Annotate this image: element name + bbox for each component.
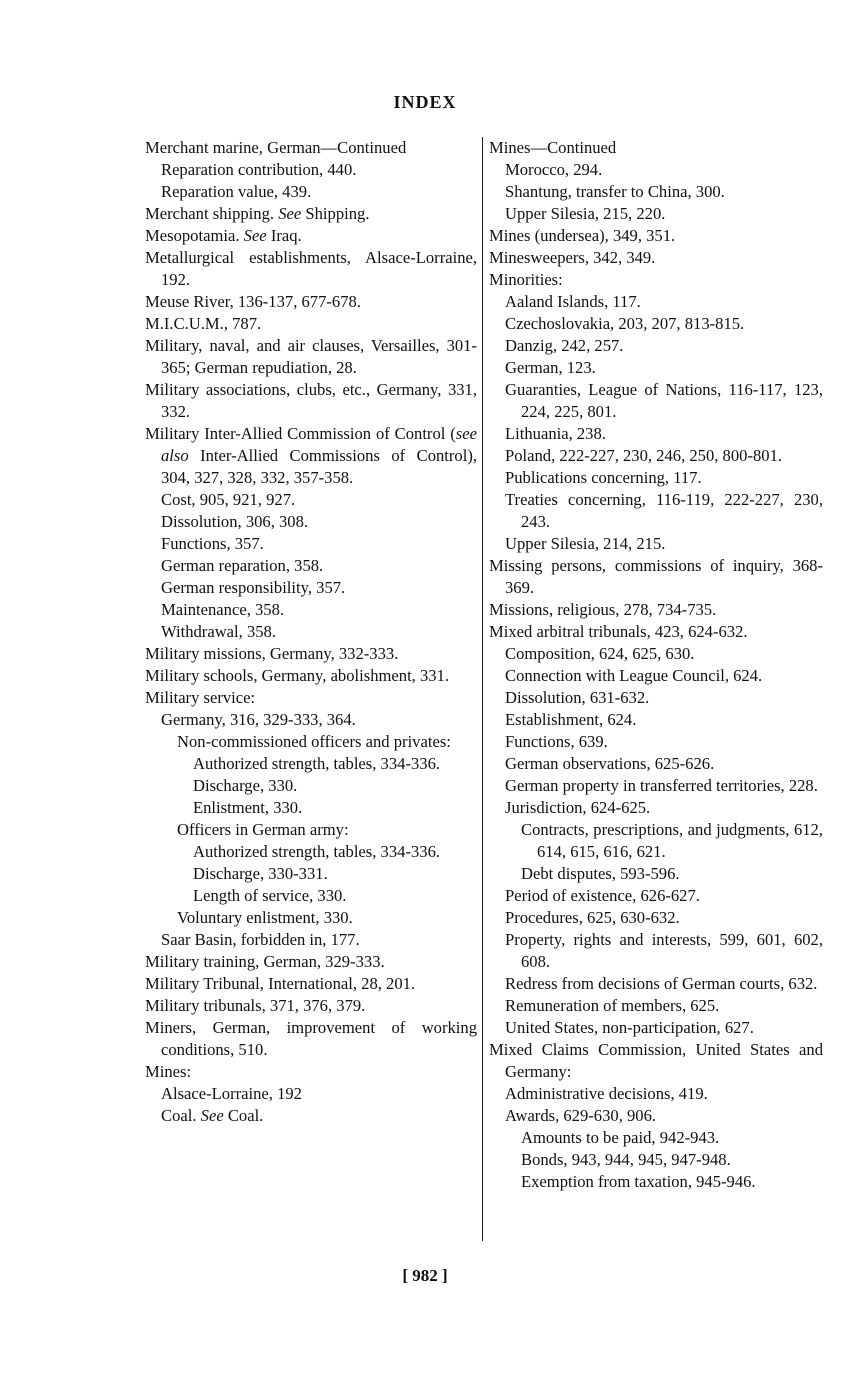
index-entry-text: Procedures, 625, 630-632. [505,908,680,927]
index-entry-text: Reparation contribution, 440. [161,160,357,179]
index-entry [145,423,477,489]
index-column-left [145,137,477,1127]
index-entry-text: Military associations, clubs, etc., Germany, 331, 332. [145,380,477,421]
index-entry-text: Mines: [145,1062,192,1081]
index-entry [489,533,823,555]
index-entry [489,863,823,885]
index-entry-text: German, 123. [505,358,596,377]
index-entry [489,555,823,599]
index-entry-text: Withdrawal, 358. [161,622,276,641]
index-entry-text: Coal. [161,1106,197,1125]
index-entry-text: Discharge, 330-331. [193,864,328,883]
index-entry [489,379,823,423]
cross-reference-target: Inter-Allied Commissions of Control), 304, 327, 328, 332, 357-358. [161,446,477,487]
index-entry-text: Bonds, 943, 944, 945, 947-948. [521,1150,731,1169]
index-entry [489,445,823,467]
index-entry-text: Voluntary enlistment, 330. [177,908,353,927]
index-entry [489,291,823,313]
index-entry [489,731,823,753]
index-entry-text: Minorities: [489,270,563,289]
index-entry [489,709,823,731]
index-entry [489,269,823,291]
index-entry [489,819,823,863]
index-entry [489,423,823,445]
index-entry-text: German reparation, 358. [161,556,324,575]
index-entry [145,797,477,819]
index-entry [489,181,823,203]
index-entry-text: Cost, 905, 921, 927. [161,490,296,509]
index-entry-text: Morocco, 294. [505,160,603,179]
index-entry [489,885,823,907]
index-entry-text: Upper Silesia, 214, 215. [505,534,666,553]
index-entry [489,313,823,335]
index-entry-text: Military Inter-Allied Commission of Control ( [145,424,456,443]
index-entry-text: Dissolution, 631-632. [505,688,650,707]
index-entry [145,555,477,577]
cross-reference-target: Shipping. [301,204,370,223]
index-entry-text: Missions, religious, 278, 734-735. [489,600,717,619]
index-entry [145,841,477,863]
index-entry-text: Discharge, 330. [193,776,298,795]
index-entry [489,1127,823,1149]
index-entry-text: Germany, 316, 329-333, 364. [161,710,356,729]
index-entry-text: Establishment, 624. [505,710,637,729]
page-number: [ 982 ] [402,1266,448,1285]
index-entry [145,885,477,907]
index-entry-text: Contracts, prescriptions, and judgments, 612, 614, 615, 616, 621. [521,820,823,861]
index-entry [145,159,477,181]
index-entry [145,687,477,709]
index-entry-text: Mesopotamia. [145,226,240,245]
index-entry [145,907,477,929]
index-entry [145,379,477,423]
index-entry-text: Military schools, Germany, abolishment, 331. [145,666,450,685]
index-entry [489,687,823,709]
index-entry [489,775,823,797]
index-entry-text: Dissolution, 306, 308. [161,512,309,531]
index-entry-text: Mines (undersea), 349, 351. [489,226,676,245]
index-entry [145,181,477,203]
index-entry-text: Treaties concerning, 116-119, 222-227, 230, 243. [505,490,823,531]
index-entry [145,995,477,1017]
column-divider [482,137,483,1241]
index-entry [489,973,823,995]
index-entry-text: Military tribunals, 371, 376, 379. [145,996,366,1015]
index-entry-text: German property in transferred territories, 228. [505,776,818,795]
index-entry-text: Functions, 357. [161,534,264,553]
index-entry [145,621,477,643]
index-entry [145,335,477,379]
index-entry [489,621,823,643]
index-entry [489,335,823,357]
index-entry [145,1083,477,1105]
index-entry-text: Military missions, Germany, 332-333. [145,644,399,663]
index-entry-text: Mixed arbitral tribunals, 423, 624-632. [489,622,748,641]
cross-reference-label: see also [161,424,477,465]
index-entry-text: Functions, 639. [505,732,608,751]
index-entry [489,203,823,225]
index-entry-text: Authorized strength, tables, 334-336. [193,754,441,773]
index-entry-text: Period of existence, 626-627. [505,886,700,905]
index-entry-text: Shantung, transfer to China, 300. [505,182,725,201]
index-entry-text: Aaland Islands, 117. [505,292,641,311]
index-entry-text: Poland, 222-227, 230, 246, 250, 800-801. [505,446,783,465]
cross-reference-label: See [278,204,302,223]
index-entry-text: Military, naval, and air clauses, Versailles, 301-365; German repudiation, 28. [145,336,477,377]
index-entry [489,137,823,159]
cross-reference-target: Coal. [223,1106,264,1125]
index-entry [145,137,477,159]
index-entry-text: Czechoslovakia, 203, 207, 813-815. [505,314,745,333]
index-entry [145,731,477,753]
index-entry-text: Authorized strength, tables, 334-336. [193,842,441,861]
index-entry-text: Length of service, 330. [193,886,347,905]
index-entry [145,753,477,775]
index-entry [145,1105,477,1127]
index-entry [145,951,477,973]
index-entry [145,775,477,797]
index-entry [489,1105,823,1127]
index-entry-text: Military Tribunal, International, 28, 201. [145,974,416,993]
index-entry [489,665,823,687]
index-entry-text: Connection with League Council, 624. [505,666,763,685]
index-entry [489,247,823,269]
index-entry-text: Composition, 624, 625, 630. [505,644,695,663]
index-entry-text: Non-commissioned officers and privates: [177,732,451,751]
index-entry-text: United States, non-participation, 627. [505,1018,754,1037]
cross-reference-target: Iraq. [266,226,302,245]
index-entry [489,225,823,247]
index-entry [489,489,823,533]
index-entry-text: Metallurgical establishments, Alsace-Lorraine, 192. [145,248,477,289]
index-entry [145,599,477,621]
index-entry [489,467,823,489]
index-entry-text: Saar Basin, forbidden in, 177. [161,930,360,949]
index-entry [145,665,477,687]
index-entry [489,599,823,621]
index-entry-text: Remuneration of members, 625. [505,996,720,1015]
index-entry [145,225,477,247]
index-entry [489,753,823,775]
index-entry-text: Awards, 629-630, 906. [505,1106,657,1125]
index-entry [145,533,477,555]
index-entry [145,203,477,225]
index-entry [489,995,823,1017]
index-entry-text: Missing persons, commissions of inquiry, 368-369. [489,556,823,597]
index-entry [489,357,823,379]
index-entry [145,643,477,665]
index-entry-text: Military training, German, 329-333. [145,952,385,971]
index-entry [145,709,477,731]
index-entry-text: Reparation value, 439. [161,182,312,201]
index-entry [489,1149,823,1171]
index-entry-text: Publications concerning, 117. [505,468,702,487]
index-entry [145,1017,477,1061]
index-entry-text: Amounts to be paid, 942-943. [521,1128,720,1147]
cross-reference-label: See [243,226,267,245]
index-entry-text: Lithuania, 238. [505,424,606,443]
index-entry-text: Mixed Claims Commission, United States and Germany: [489,1040,823,1081]
index-entry-text: Property, rights and interests, 599, 601, 602, 608. [505,930,823,971]
index-entry [145,291,477,313]
index-entry [145,1061,477,1083]
index-column-right [489,137,823,1193]
index-entry-text: Merchant shipping. [145,204,275,223]
index-entry [489,797,823,819]
index-entry-text: Exemption from taxation, 945-946. [521,1172,756,1191]
index-entry [145,577,477,599]
cross-reference-label: See [200,1106,224,1125]
index-entry-text: Danzig, 242, 257. [505,336,624,355]
index-entry-text: German observations, 625-626. [505,754,715,773]
index-entry [489,1083,823,1105]
index-entry [489,1171,823,1193]
index-entry-text: Guaranties, League of Nations, 116-117, 123, 224, 225, 801. [505,380,823,421]
index-entry-text: Meuse River, 136-137, 677-678. [145,292,361,311]
index-entry-text: Redress from decisions of German courts, 632. [505,974,818,993]
index-entry [145,973,477,995]
index-entry-text: Miners, German, improvement of working conditions, 510. [145,1018,477,1059]
index-entry-text: Enlistment, 330. [193,798,303,817]
index-entry-text: Merchant marine, German—Continued [145,138,407,157]
index-entry-text: Maintenance, 358. [161,600,285,619]
index-entry [145,313,477,335]
index-entry-text: German responsibility, 357. [161,578,346,597]
index-entry [489,929,823,973]
index-entry [145,489,477,511]
index-entry [489,159,823,181]
index-entry [145,863,477,885]
index-entry [489,907,823,929]
index-entry-text: Alsace-Lorraine, 192 [161,1084,302,1103]
index-entry [145,819,477,841]
index-entry-text: Jurisdiction, 624-625. [505,798,651,817]
index-entry [489,1017,823,1039]
index-entry [145,511,477,533]
index-entry-text: Minesweepers, 342, 349. [489,248,656,267]
index-entry-text: Debt disputes, 593-596. [521,864,680,883]
index-entry-text: Officers in German army: [177,820,349,839]
index-entry-text: Military service: [145,688,256,707]
index-entry-text: Mines—Continued [489,138,617,157]
index-entry [145,929,477,951]
index-entry [489,643,823,665]
page-title: INDEX [393,92,457,112]
index-entry [145,247,477,291]
index-entry-text: Administrative decisions, 419. [505,1084,708,1103]
index-entry [489,1039,823,1083]
index-entry-text: M.I.C.U.M., 787. [145,314,262,333]
index-entry-text: Upper Silesia, 215, 220. [505,204,666,223]
